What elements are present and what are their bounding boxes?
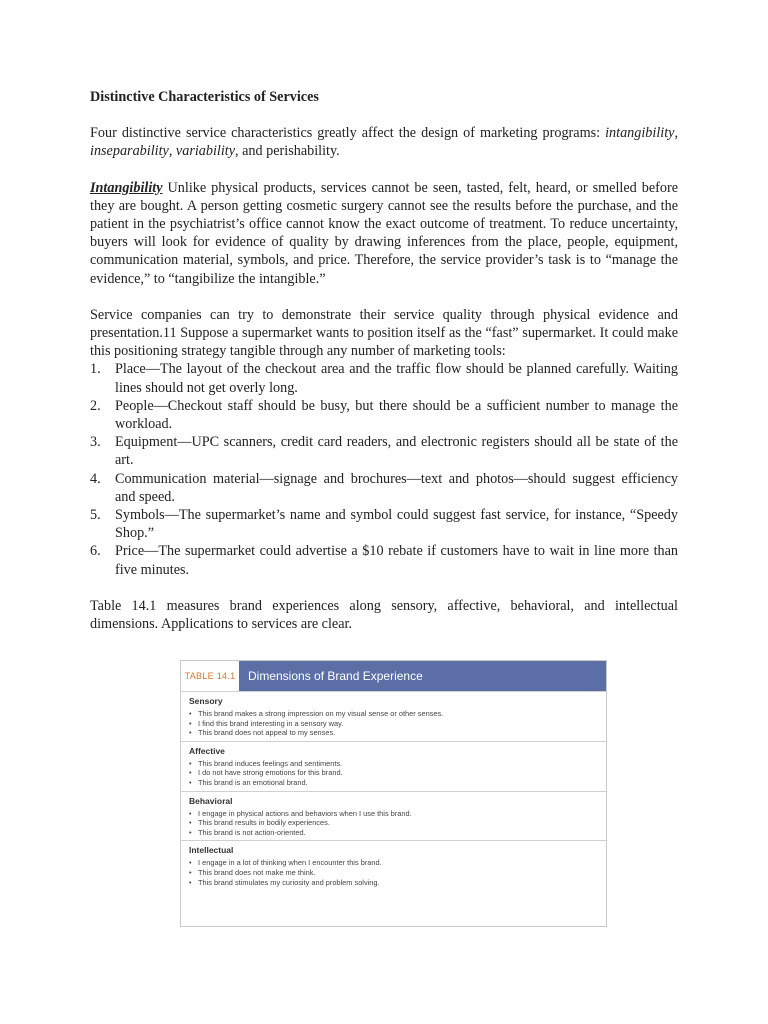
brand-experience-table <box>180 660 607 927</box>
marketing-tools-list <box>90 360 678 578</box>
table-header <box>181 661 606 691</box>
table-item: • This brand is not action-oriented. <box>189 828 598 838</box>
term-intangibility: intangibility <box>605 125 675 142</box>
table-item: • This brand stimulates my curiosity and problem solving. <box>189 878 598 888</box>
table-number-tag: TABLE 14.1 <box>181 661 239 691</box>
term-inseparability: inseparability <box>90 143 169 160</box>
table-item: • I do not have strong emotions for this brand. <box>189 768 598 778</box>
table-item: • I engage in a lot of thinking when I encounter this brand. <box>189 858 598 868</box>
table-section-affective <box>181 741 606 791</box>
table-item: • I engage in physical actions and behaviors when I use this brand. <box>189 809 598 819</box>
table-section-behavioral <box>181 791 606 841</box>
table-item: • This brand induces feelings and sentiments. <box>189 759 598 769</box>
service-paragraph: Service companies can try to demonstrate their service quality through physical evidence and presentation.11 Suppose a supermarket wants to position itself as the “fast” supermarket. It could make this positioning strategy tangible through any number of marketing tools: <box>90 306 678 360</box>
table-item: • This brand is an emotional brand. <box>189 778 598 788</box>
table-item: • This brand does not appeal to my senses. <box>189 728 598 738</box>
intro-paragraph: Four distinctive service characteristics greatly affect the design of marketing programs: intangibility, inseparability, variability, and perishability. <box>90 125 678 160</box>
list-item: 4. Communication material—signage and brochures—text and photos—should suggest efficiency and speed. <box>90 470 678 505</box>
table-section-sensory <box>181 691 606 741</box>
intangibility-lead-term: Intangibility <box>90 179 163 196</box>
table-item: • This brand results in bodily experiences. <box>189 818 598 828</box>
section-title: Intellectual <box>189 845 234 856</box>
table-section-intellectual <box>181 840 606 890</box>
document-body <box>90 88 678 633</box>
section-title: Behavioral <box>189 795 233 806</box>
list-item: 5. Symbols—The supermarket’s name and symbol could suggest fast service, for instance, “Speedy Shop.” <box>90 507 678 542</box>
table-intro-paragraph: Table 14.1 measures brand experiences along sensory, affective, behavioral, and intellectual dimensions. Applications to services are clear. <box>90 597 678 633</box>
table-item: • This brand does not make me think. <box>189 868 598 878</box>
list-item: 6. Price—The supermarket could advertise a $10 rebate if customers have to wait in line more than five minutes. <box>90 543 678 578</box>
table-item: • This brand makes a strong impression on my visual sense or other senses. <box>189 709 598 719</box>
list-item: 1. Place—The layout of the checkout area and the traffic flow should be planned carefully. Waiting lines should not get overly long. <box>90 361 678 396</box>
list-item: 3. Equipment—UPC scanners, credit card readers, and electronic registers should all be state of the art. <box>90 434 678 469</box>
section-heading: Distinctive Characteristics of Services <box>90 89 319 105</box>
list-item: 2. People—Checkout staff should be busy, but there should be a sufficient number to manage the workload. <box>90 397 678 433</box>
intangibility-paragraph: Intangibility Unlike physical products, services cannot be seen, tasted, felt, heard, or smelled before they are bought. A person getting cosmetic surgery cannot see the results before the purchase, and the patient in the psychiatrist’s office cannot know the exact outcome of treatment. To reduce uncertainty, buyers will look for evidence of quality by drawing inferences from the place, people, equipment, communication material, symbols, and price. Therefore, the service provider’s task is to “manage the evidence,” to “tangibilize the intangible.” <box>90 179 678 287</box>
term-variability: variability <box>175 143 236 160</box>
section-title: Affective <box>189 745 225 756</box>
section-title: Sensory <box>189 696 223 706</box>
table-item: • I find this brand interesting in a sensory way. <box>189 719 598 729</box>
table-title: Dimensions of Brand Experience <box>239 661 606 691</box>
